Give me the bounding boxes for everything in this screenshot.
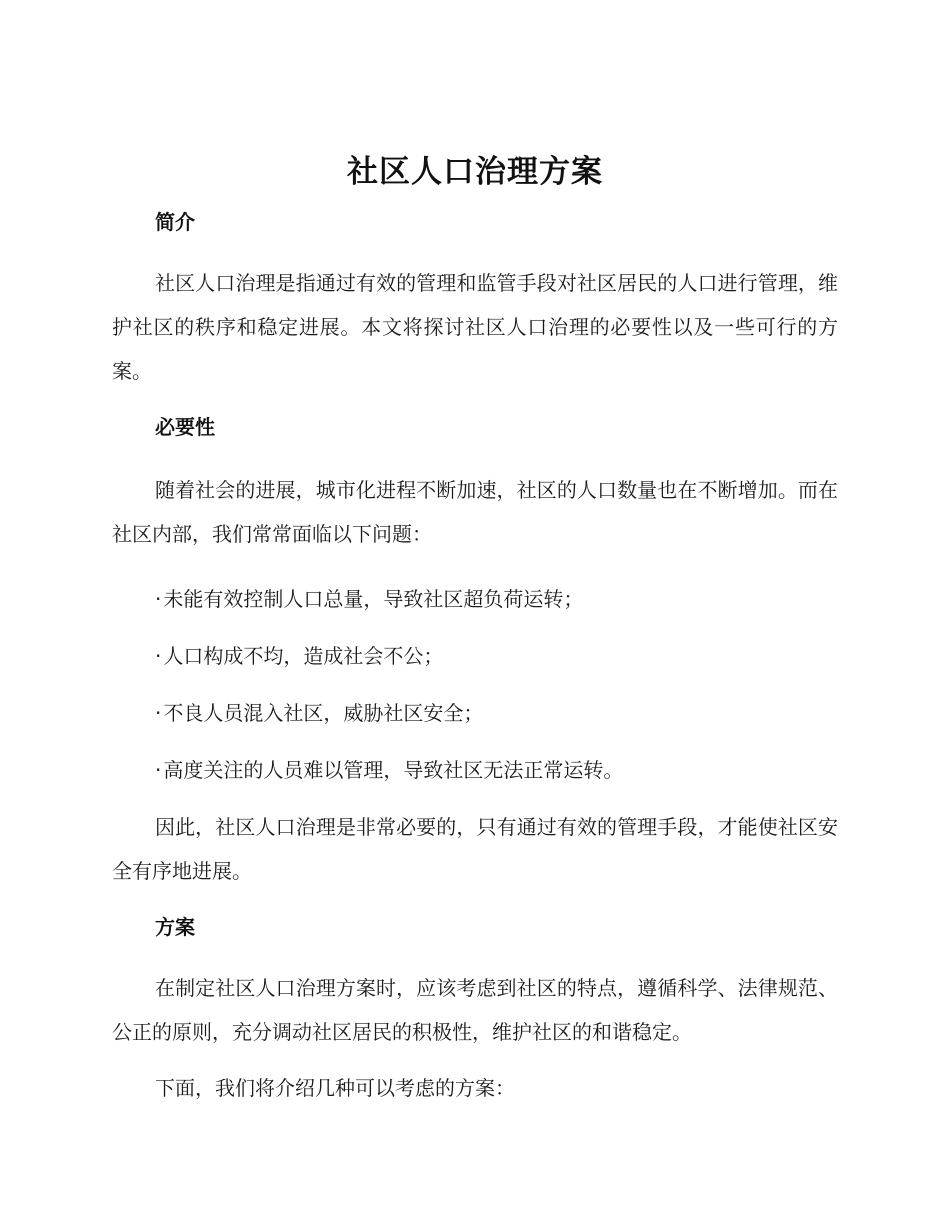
bullet-marker: · [155, 644, 162, 668]
intro-paragraph: 社区人口治理是指通过有效的管理和监管手段对社区居民的人口进行管理，维护社区的秩序和稳定进展。本文将探讨社区人口治理的必要性以及一些可行的方案。 [112, 271, 838, 383]
bullet-marker: · [155, 587, 162, 611]
section-heading-intro: 简介 [155, 210, 195, 234]
plan-intro-line: 下面，我们将介绍几种可以考虑的方案： [155, 1076, 515, 1100]
bullet-text: 未能有效控制人口总量，导致社区超负荷运转； [163, 587, 584, 611]
bullet-item [112, 698, 838, 728]
section-heading-necessity: 必要性 [155, 415, 215, 439]
document-title: 社区人口治理方案 [347, 154, 603, 190]
bullet-item [112, 584, 838, 614]
bullet-text: 人口构成不均，造成社会不公； [163, 644, 444, 668]
necessity-paragraph: 随着社会的进展，城市化进程不断加速，社区的人口数量也在不断增加。而在社区内部，我们常常面临以下问题： [112, 478, 838, 546]
section-heading-plan: 方案 [155, 915, 195, 939]
necessity-conclusion: 因此，社区人口治理是非常必要的，只有通过有效的管理手段，才能使社区安全有序地进展。 [112, 815, 838, 883]
bullet-marker: · [155, 701, 162, 725]
bullet-text: 高度关注的人员难以管理，导致社区无法正常运转。 [163, 758, 624, 782]
bullet-text: 不良人员混入社区，威胁社区安全； [163, 701, 484, 725]
bullet-item [112, 755, 838, 785]
plan-paragraph: 在制定社区人口治理方案时，应该考虑到社区的特点，遵循科学、法律规范、公正的原则，充分调动社区居民的积极性，维护社区的和谐稳定。 [112, 976, 838, 1044]
bullet-marker: · [155, 758, 162, 782]
bullet-item [112, 641, 838, 671]
